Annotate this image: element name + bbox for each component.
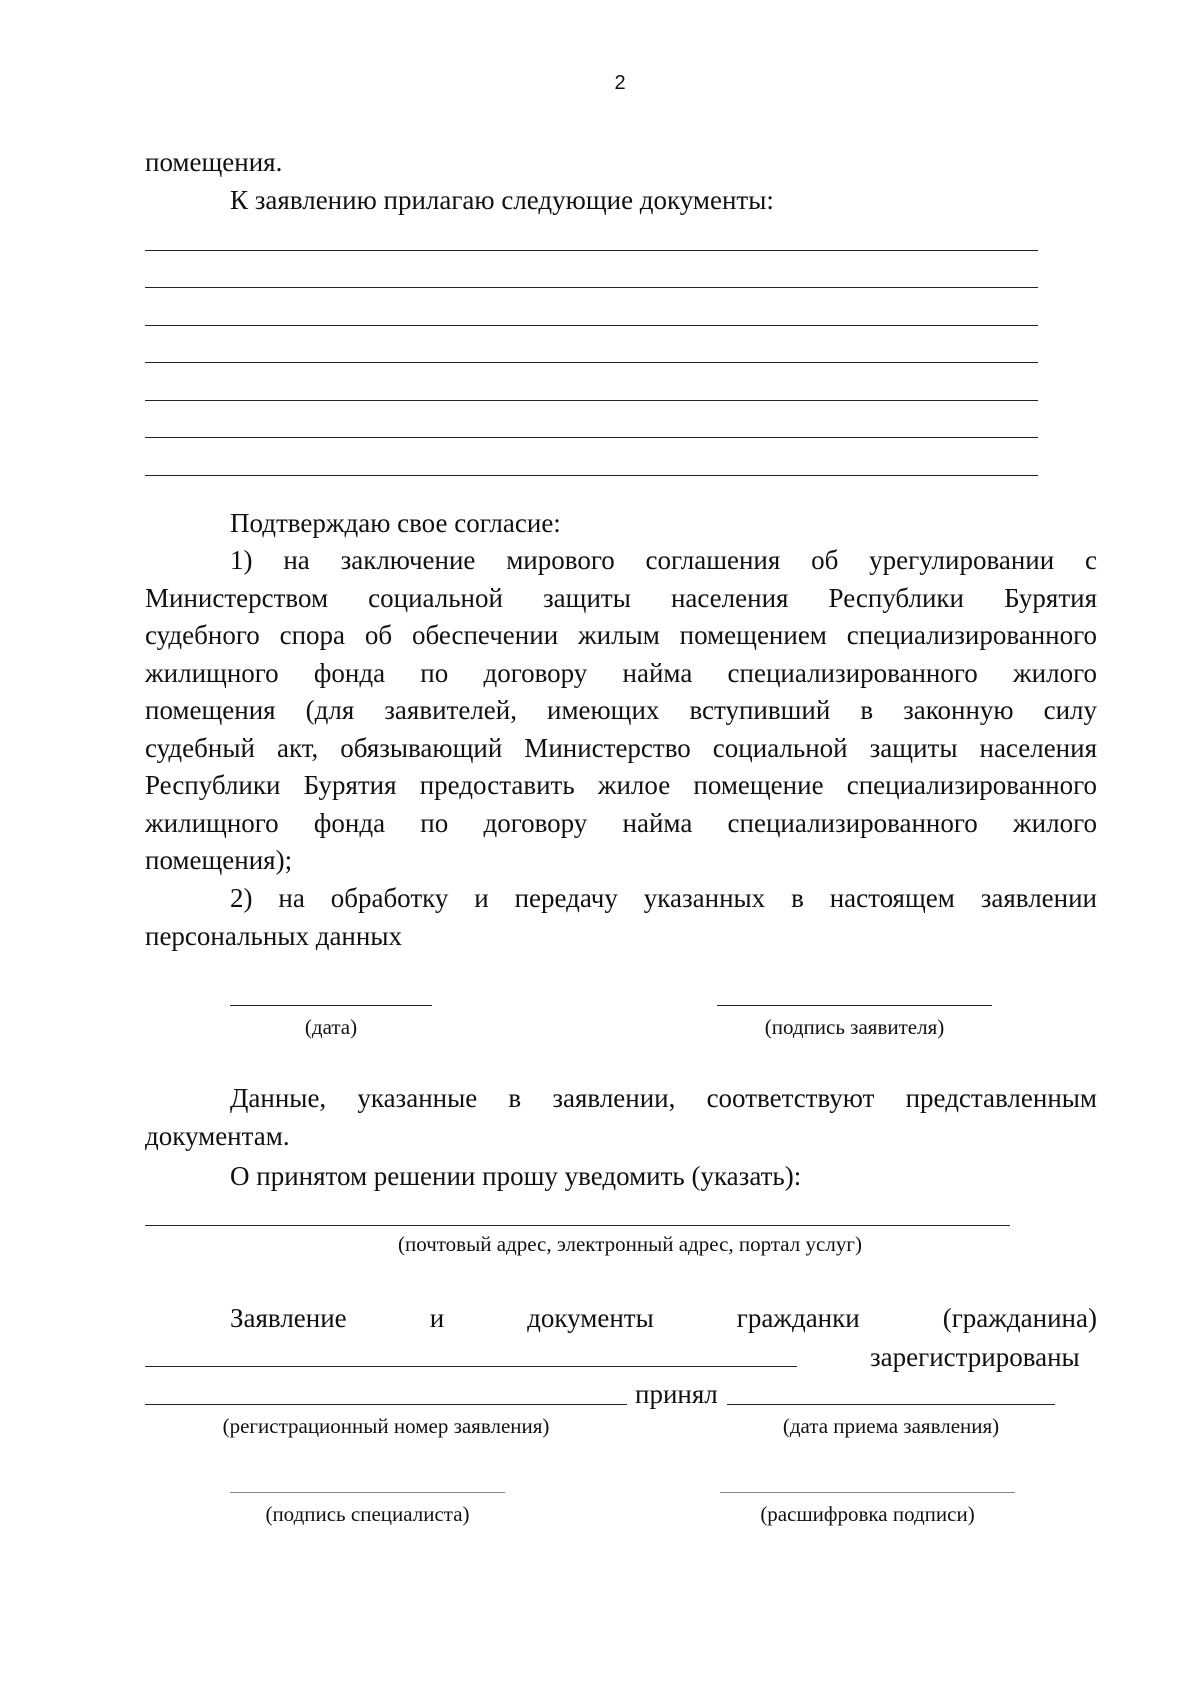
consent-item-1-line: Республики Бурятия предоставить жилое помещение специализированного <box>145 770 1097 800</box>
continuation-text: помещения. <box>145 147 283 177</box>
confirmation-line: документам. <box>145 1120 290 1151</box>
registration-word: гражданки <box>736 1303 860 1333</box>
specialist-signature-line <box>230 1492 505 1493</box>
regnum-line <box>145 1404 627 1405</box>
confirmation-text <box>145 1080 1097 1155</box>
consent-item-1 <box>145 542 1097 880</box>
registration-word: и <box>429 1303 445 1333</box>
blank-line <box>145 362 1038 363</box>
applicant-signature-line <box>717 1005 992 1006</box>
blank-line <box>145 475 1038 476</box>
applicant-name-line <box>145 1366 797 1367</box>
consent-item-1-line: жилищного фонда по договору найма специализированного жилого <box>145 807 1097 838</box>
registration-word: документы <box>527 1303 654 1333</box>
consent-item-1-line: помещения (для заявителей, имеющих вступивший в законную силу <box>145 695 1097 725</box>
blank-line <box>145 400 1038 401</box>
applicant-signature-caption: (подпись заявителя) <box>764 1015 945 1039</box>
consent-item-2 <box>145 880 1097 955</box>
registered-text: зарегистрированы <box>870 1342 1080 1372</box>
acceptance-date-line <box>727 1404 1055 1405</box>
consent-item-1-line: судебного спора об обеспечении жилым помещением специализированного <box>145 620 1097 650</box>
consent-item-1-line: 1) на заключение мирового соглашения об урегулировании с <box>230 545 1097 575</box>
consent-heading: Подтверждаю свое согласие: <box>230 508 561 538</box>
consent-item-1-line: жилищного фонда по договору найма специализированного жилого <box>145 657 1097 688</box>
signature-decoding-caption: (расшифровка подписи) <box>760 1502 975 1526</box>
blank-line <box>145 325 1038 326</box>
specialist-signature-caption: (подпись специалиста) <box>265 1502 470 1526</box>
consent-item-2-line: персональных данных <box>145 920 402 951</box>
notify-line <box>145 1225 1010 1226</box>
notify-label: О принятом решении прошу уведомить (указать): <box>230 1161 802 1191</box>
accepted-text: принял <box>635 1379 718 1409</box>
registration-words <box>230 1300 1097 1337</box>
date-caption: (дата) <box>304 1015 358 1039</box>
acceptance-date-caption: (дата приема заявления) <box>782 1414 1000 1438</box>
confirmation-line: Данные, указанные в заявлении, соответствуют представленным <box>230 1083 1097 1113</box>
consent-item-2-line: 2) на обработку и передачу указанных в настоящем заявлении <box>230 883 1097 913</box>
registration-word: Заявление <box>230 1303 347 1333</box>
page-number: 2 <box>614 72 626 94</box>
regnum-caption: (регистрационный номер заявления) <box>222 1414 550 1438</box>
notify-caption: (почтовый адрес, электронный адрес, портал услуг) <box>398 1232 862 1256</box>
blank-line <box>145 437 1038 438</box>
attachments-label: К заявлению прилагаю следующие документы: <box>230 185 774 215</box>
consent-item-1-line: судебный акт, обязывающий Министерство социальной защиты населения <box>145 732 1097 763</box>
blank-line <box>145 250 1038 251</box>
consent-item-1-line: помещения); <box>145 845 293 875</box>
consent-item-1-line: Министерством социальной защиты населения Республики Бурятия <box>145 582 1097 613</box>
date-signature-line <box>230 1005 432 1006</box>
registration-word: (гражданина) <box>942 1303 1097 1333</box>
blank-line <box>145 287 1038 288</box>
signature-decoding-line <box>720 1492 1015 1493</box>
